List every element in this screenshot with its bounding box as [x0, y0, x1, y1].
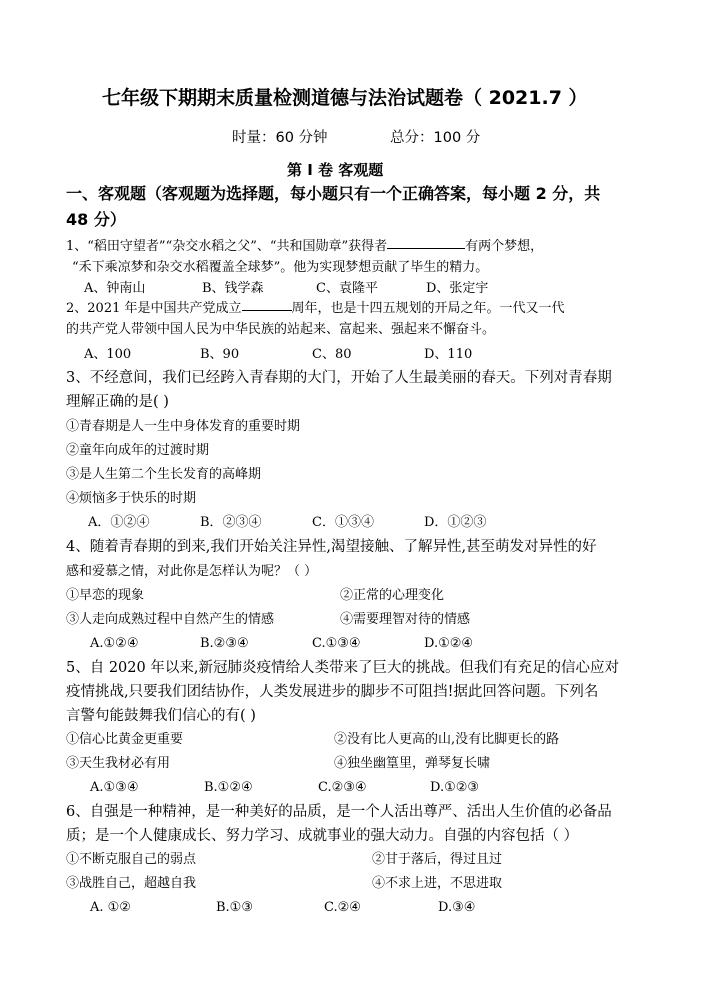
question-6-item-2: ②甘于落后，得过且过	[372, 852, 503, 867]
question-1-stem-line-1	[66, 240, 543, 253]
question-2-stem-part-a: 2、2021 年是中国共产党成立	[66, 301, 242, 316]
question-6-item-1: ①不断克服自己的弱点	[66, 852, 197, 867]
question-4-option-b: B.②③④	[200, 636, 249, 651]
question-2-option-a: A、100	[84, 347, 132, 362]
question-3-option-c: C．①③④	[312, 515, 374, 530]
question-1-option-c: C、袁隆平	[316, 281, 378, 296]
answer-blank	[387, 247, 465, 249]
exam-title: 七年级下期期末质量检测道德与法治试题卷（ 2021.7 ）	[102, 87, 588, 109]
question-3-item-2: ②童年向成年的过渡时期	[66, 443, 210, 458]
question-5-stem-line-1: 5、自 2020 年以来,新冠肺炎疫情给人类带来了巨大的挑战。但我们有充足的信心应对	[66, 660, 619, 676]
total-score: 总分：100 分	[390, 130, 481, 146]
question-4-stem-line-2: 感和爱慕之情，对此你是怎样认为呢？（ ）	[66, 564, 318, 579]
question-2-option-c: C、80	[312, 347, 352, 362]
question-2-stem-part-b: 周年，也是十四五规划的开局之年。一代又一代	[291, 301, 565, 316]
question-5-item-2: ②没有比人更高的山,没有比脚更长的路	[334, 732, 560, 747]
question-3-option-d: D．①②③	[424, 515, 487, 530]
question-4-stem-line-1: 4、随着青春期的到来,我们开始关注异性,渴望接触、了解异性,甚至萌发对异性的好	[66, 539, 597, 555]
question-6-option-c: C.②④	[324, 900, 361, 915]
question-1-option-a: A、钟南山	[84, 281, 146, 296]
question-6-option-b: B.①③	[216, 900, 253, 915]
question-6-item-4: ④不求上进，不思进取	[372, 876, 503, 891]
question-3-item-4: ④烦恼多于快乐的时期	[66, 491, 197, 506]
question-4-option-d: D.①②④	[424, 636, 474, 651]
question-4-item-3: ③人走向成熟过程中自然产生的情感	[66, 612, 275, 627]
question-5-option-b: B.①②④	[204, 780, 253, 795]
question-4-item-2: ②正常的心理变化	[340, 588, 445, 603]
question-3-option-a: A．①②④	[88, 515, 150, 530]
question-2-option-b: B、90	[200, 347, 240, 362]
question-3-stem-line-1: 3、不经意间，我们已经跨入青春期的大门，开始了人生最美丽的春天。下列对青春期	[66, 370, 612, 386]
question-2-stem-line-1	[66, 302, 565, 315]
question-4-item-4: ④需要理智对待的情感	[340, 612, 471, 627]
section-heading-line-1: 一、客观题（客观题为选择题，每小题只有一个正确答案，每小题 2 分，共	[66, 184, 601, 203]
question-1-stem-part-b: 有两个梦想，	[465, 239, 544, 254]
section-heading-line-2: 48 分）	[66, 210, 126, 229]
question-5-option-d: D.①②③	[430, 780, 480, 795]
question-3-item-3: ③是人生第二个生长发育的高峰期	[66, 467, 262, 482]
question-4-option-a: A.①②④	[90, 636, 139, 651]
question-2-stem-line-2: 的共产党人带领中国人民为中华民族的站起来、富起来、强起来不懈奋斗。	[66, 322, 496, 337]
question-5-stem-line-3: 言警句能鼓舞我们信心的有( )	[66, 708, 256, 724]
question-3-item-1: ①青春期是人一生中身体发育的重要时期	[66, 419, 301, 434]
volume-title: 第 I 卷 客观题	[287, 161, 384, 179]
question-6-item-3: ③战胜自己，超越自我	[66, 876, 197, 891]
question-5-item-1: ①信心比黄金更重要	[66, 732, 184, 747]
question-5-item-4: ④独坐幽篁里，弹琴复长啸	[334, 756, 491, 771]
answer-blank	[242, 309, 292, 311]
question-5-stem-line-2: 疫情挑战,只要我们团结协作，人类发展进步的脚步不可阻挡!据此回答问题。下列名	[66, 684, 599, 700]
question-5-option-a: A.①③④	[90, 780, 139, 795]
question-2-option-d: D、110	[424, 347, 473, 362]
question-6-stem-line-2: 质；是一个人健康成长、努力学习、成就事业的强大动力。自强的内容包括（ ）	[66, 828, 579, 844]
question-3-stem-line-2: 理解正确的是( )	[66, 394, 169, 410]
question-6-option-d: D.③④	[438, 900, 476, 915]
question-3-option-b: B．②③④	[200, 515, 262, 530]
question-6-stem-line-1: 6、自强是一种精神，是一种美好的品质，是一个人活出尊严、活出人生价值的必备品	[66, 804, 612, 820]
time-limit: 时量：60 分钟	[232, 130, 328, 146]
question-5-option-c: C.②③④	[318, 780, 367, 795]
question-1-stem-part-a: 1、“稻田守望者”“杂交水稻之父”、“共和国勋章”获得者	[66, 239, 388, 254]
question-1-stem-line-2: “禾下乘凉梦和杂交水稻覆盖全球梦”。他为实现梦想贡献了毕生的精力。	[72, 260, 489, 275]
question-1-option-d: D、张定宇	[426, 281, 489, 296]
question-1-option-b: B、钱学森	[202, 281, 264, 296]
question-4-item-1: ①早恋的现象	[66, 588, 145, 603]
question-4-option-c: C.①③④	[312, 636, 361, 651]
question-6-option-a: A. ①②	[90, 900, 131, 915]
question-5-item-3: ③天生我材必有用	[66, 756, 171, 771]
